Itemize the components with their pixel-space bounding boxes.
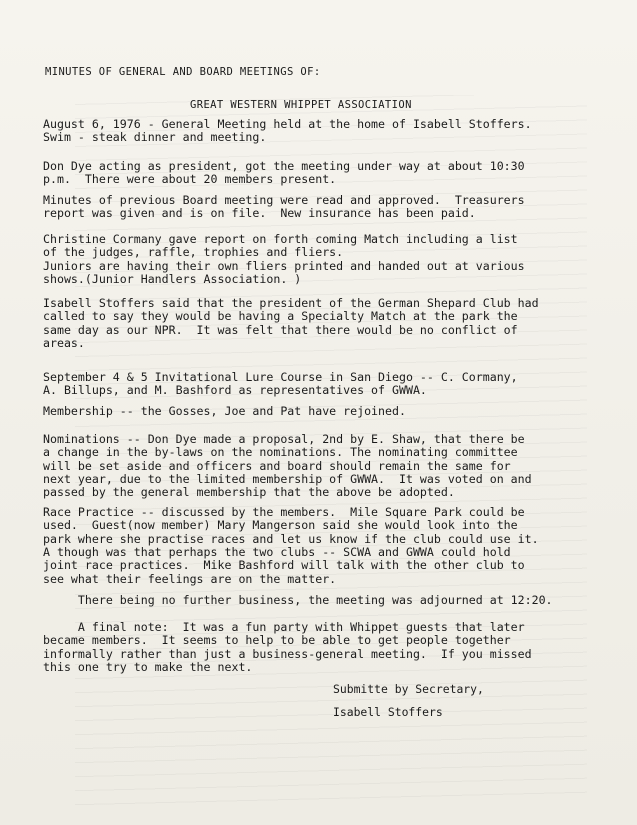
minutes-line: Isabell Stoffers said that the president of the German Shepard Club had xyxy=(43,296,539,310)
minutes-line: Swim - steak dinner and meeting. xyxy=(43,130,267,145)
minutes-line: became members. It seems to help to be able to get people together xyxy=(43,633,511,648)
minutes-line: Race Practice -- discussed by the members. Mile Square Park could be xyxy=(43,505,525,519)
minutes-line: will be set aside and officers and board should remain the same for xyxy=(43,458,511,473)
organization-title: GREAT WESTERN WHIPPET ASSOCIATION xyxy=(190,99,412,111)
minutes-line: used. Guest(now member) Mary Mangerson said she would look into the xyxy=(43,518,518,533)
minutes-line: same day as our NPR. It was felt that there would be no conflict of xyxy=(43,322,518,337)
minutes-line: There being no further business, the meeting was adjourned at 12:20. xyxy=(43,593,553,607)
minutes-line: passed by the general membership that the above be adopted. xyxy=(43,485,455,500)
minutes-line: of the judges, raffle, trophies and fliers. xyxy=(43,245,344,260)
minutes-line: park where she practise races and let us know if the club could use it. xyxy=(43,531,539,546)
minutes-line: shows.(Junior Handlers Association. ) xyxy=(43,271,302,286)
minutes-line: A though was that perhaps the two clubs -- SCWA and GWWA could hold xyxy=(43,544,511,559)
minutes-line: Juniors are having their own fliers printed and handed out at various xyxy=(43,258,525,273)
minutes-line: A final note: It was a fun party with Whippet guests that later xyxy=(43,620,525,634)
minutes-line: Membership -- the Gosses, Joe and Pat have rejoined. xyxy=(43,404,406,418)
minutes-line: next year, due to the limited membership of GWWA. It was voted on and xyxy=(43,471,532,486)
minutes-line: areas. xyxy=(43,335,85,350)
minutes-line: Christine Cormany gave report on forth coming Match including a list xyxy=(43,232,518,246)
closing-line: Submitte by Secretary, xyxy=(333,682,484,696)
minutes-line: p.m. There were about 20 members present. xyxy=(43,172,337,187)
minutes-line: joint race practices. Mike Bashford will talk with the other club to xyxy=(43,558,525,573)
minutes-line: report was given and is on file. New insurance has been paid. xyxy=(43,206,476,221)
minutes-line: see what their feelings are on the matter. xyxy=(43,571,337,586)
minutes-line: August 6, 1976 - General Meeting held at the home of Isabell Stoffers. xyxy=(43,117,532,131)
signer-name: Isabell Stoffers xyxy=(333,705,443,719)
minutes-line: Minutes of previous Board meeting were read and approved. Treasurers xyxy=(43,193,525,207)
minutes-line: a change in the by-laws on the nominations. The nominating committee xyxy=(43,445,518,460)
minutes-line: September 4 & 5 Invitational Lure Course in San Diego -- C. Cormany, xyxy=(43,370,518,384)
minutes-line: Don Dye acting as president, got the meeting under way at about 10:30 xyxy=(43,159,525,173)
document-heading: MINUTES OF GENERAL AND BOARD MEETINGS OF: xyxy=(45,66,321,78)
minutes-line: Nominations -- Don Dye made a proposal, 2nd by E. Shaw, that there be xyxy=(43,432,525,446)
minutes-line: this one try to make the next. xyxy=(43,659,253,674)
minutes-line: called to say they would be having a Specialty Match at the park the xyxy=(43,309,518,324)
minutes-line: informally rather than just a business-general meeting. If you missed xyxy=(43,646,532,661)
minutes-line: A. Billups, and M. Bashford as representatives of GWWA. xyxy=(43,383,427,398)
